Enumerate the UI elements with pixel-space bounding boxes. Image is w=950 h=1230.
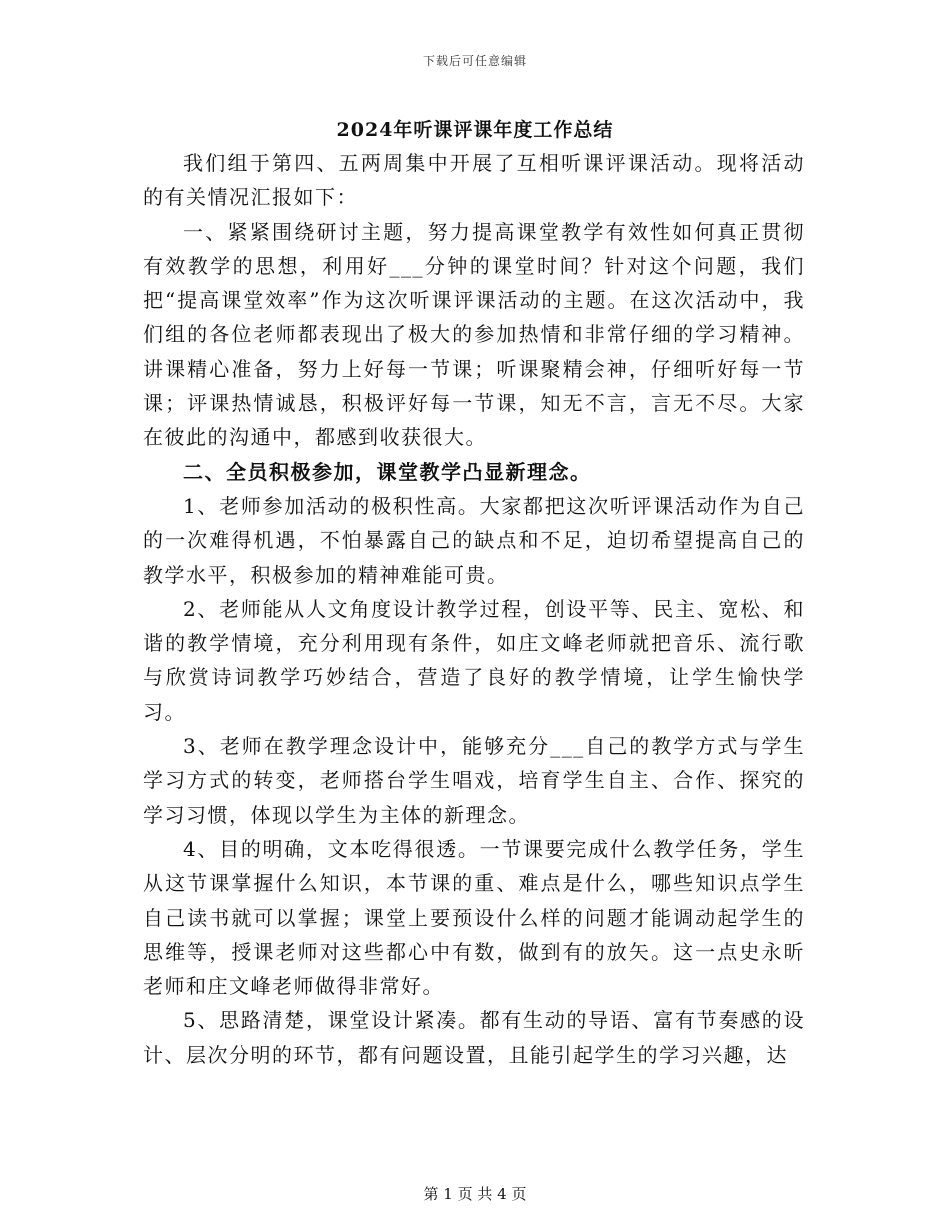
point-1-paragraph: 1、老师参加活动的极积性高。大家都把这次听评课活动作为自己的一次难得机遇，不怕暴露自己的缺点和不足，迫切希望提高自己的教学水平，积极参加的精神难能可贵。 [143,493,805,587]
point-3-paragraph: 3、老师在教学理念设计中，能够充分___自己的教学方式与学生学习方式的转变，老师搭台学生唱戏，培育学生自主、合作、探究的学习习惯，体现以学生为主体的新理念。 [143,734,805,827]
section-one-paragraph: 一、紧紧围绕研讨主题，努力提高课堂教学有效性如何真正贯彻有效教学的思想，利用好___分钟的课堂时间？针对这个问题，我们把“提高课堂效率”作为这次听课评课活动的主题。在这次活动中，我们组的各位老师都表现出了极大的参加热情和非常仔细的学习精神。讲课精心准备，努力上好每一节课；听课聚精会神，仔细听好每一节课；评课热情诚恳，积极评好每一节课，知无不言，言无不尽。大家在彼此的沟通中，都感到收获很大。 [143,219,805,450]
page-header-note: 下载后可任意编辑 [422,54,527,68]
intro-paragraph: 我们组于第四、五两周集中开展了互相听课评课活动。现将活动的有关情况汇报如下： [143,151,805,210]
point-2-paragraph: 2、老师能从人文角度设计教学过程，创设平等、民主、宽松、和谐的教学情境，充分利用现有条件，如庄文峰老师就把音乐、流行歌与欣赏诗词教学巧妙结合，营造了良好的教学情境，让学生愉快学习。 [143,596,805,724]
document-body [143,146,805,1072]
page-number: 第 1 页 共 4 页 [423,1185,527,1203]
section-two-heading: 二、全员积极参加，课堂教学凸显新理念。 [183,459,592,484]
point-4-paragraph: 4、目的明确，文本吃得很透。一节课要完成什么教学任务，学生从这节课掌握什么知识，本节课的重、难点是什么，哪些知识点学生自己读书就可以掌握；课堂上要预设什么样的问题才能调动起学生的思维等，授课老师对这些都心中有数，做到有的放矢。这一点史永昕老师和庄文峰老师做得非常好。 [143,836,805,999]
point-5-paragraph: 5、思路清楚，课堂设计紧凑。都有生动的导语、富有节奏感的设计、层次分明的环节，都有问题设置，且能引起学生的学习兴趣，达 [143,1008,805,1067]
document-title: 2024年听课评课年度工作总结 [336,119,614,141]
